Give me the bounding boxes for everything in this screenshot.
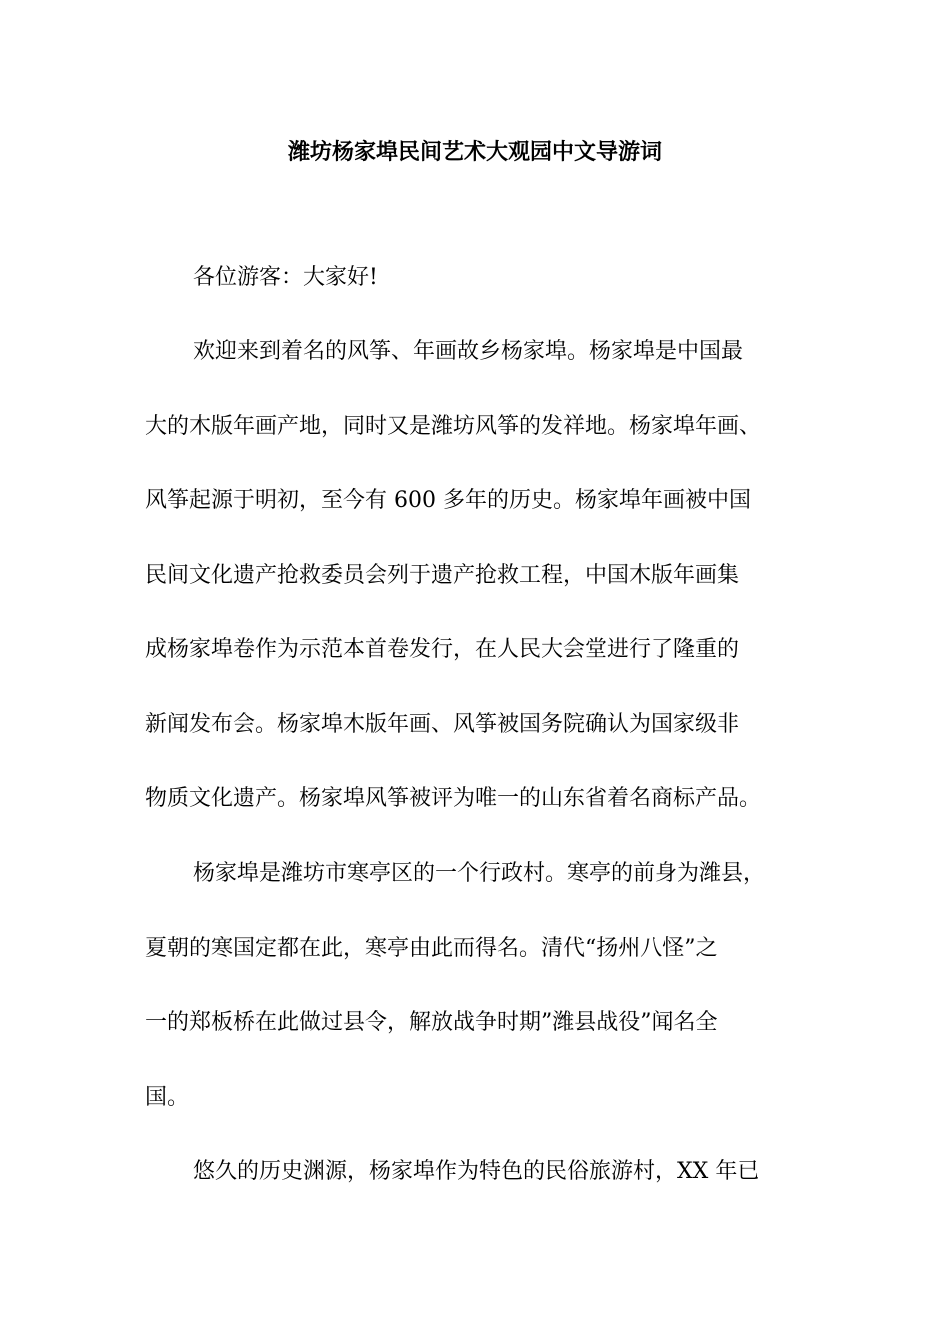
paragraph-line: 欢迎来到着名的风筝、年画故乡杨家埠。杨家埠是中国最 <box>193 339 744 364</box>
paragraph-line: 民间文化遗产抢救委员会列于遗产抢救工程，中国木版年画集 <box>145 563 740 588</box>
paragraph-line: 一的郑板桥在此做过县令，解放战争时期”潍县战役”闻名全 <box>145 1010 718 1035</box>
paragraph-line: 杨家埠是潍坊市寒亭区的一个行政村。寒亭的前身为潍县， <box>193 861 766 886</box>
paragraph-line: 新闻发布会。杨家埠木版年画、风筝被国务院确认为国家级非 <box>145 712 740 737</box>
document-title: 潍坊杨家埠民间艺术大观园中文导游词 <box>287 139 662 165</box>
paragraph-line: 成杨家埠卷作为示范本首卷发行，在人民大会堂进行了隆重的 <box>145 637 740 662</box>
paragraph-line: 大的木版年画产地，同时又是潍坊风筝的发祥地。杨家埠年画、 <box>145 414 762 439</box>
paragraph-line: 各位游客：大家好! <box>193 265 378 290</box>
paragraph-line: 风筝起源于明初，至今有 600 多年的历史。杨家埠年画被中国 <box>145 488 751 513</box>
paragraph-line: 物质文化遗产。杨家埠风筝被评为唯一的山东省着名商标产品。 <box>145 786 762 811</box>
paragraph-line: 夏朝的寒国定都在此，寒亭由此而得名。清代“扬州八怪”之 <box>145 936 718 961</box>
paragraph-line: 国。 <box>145 1085 190 1110</box>
paragraph-line: 悠久的历史渊源，杨家埠作为特色的民俗旅游村，XX 年已 <box>193 1159 760 1184</box>
